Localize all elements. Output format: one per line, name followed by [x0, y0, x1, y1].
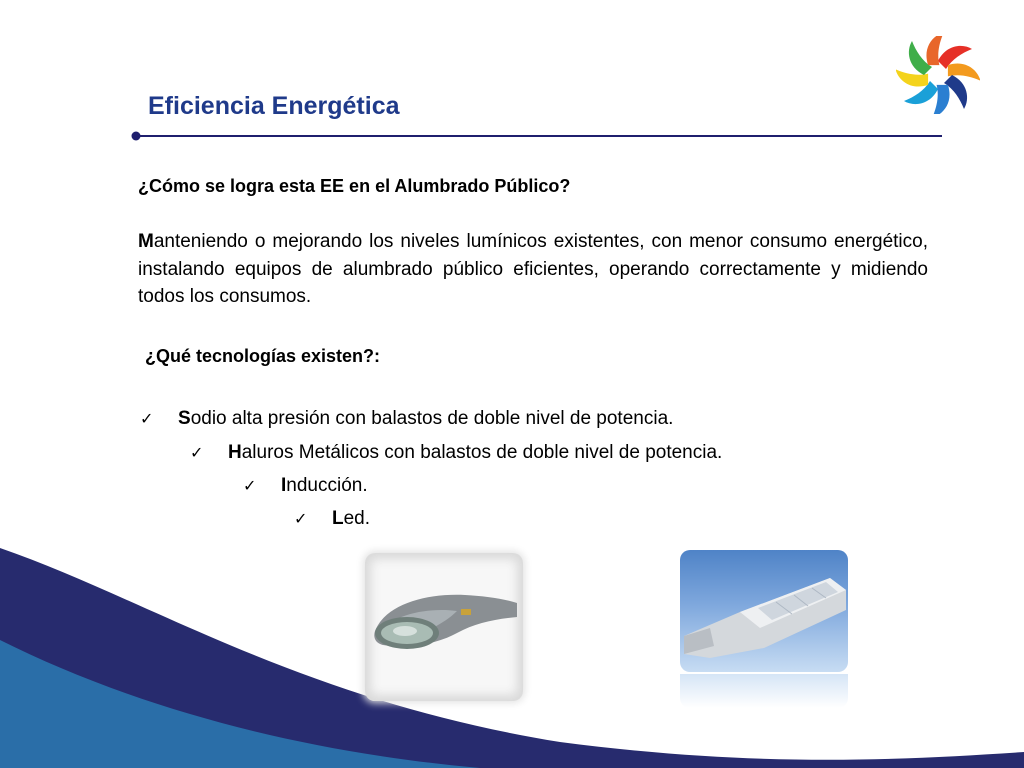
list-item [243, 474, 368, 498]
answer-paragraph [138, 228, 928, 311]
paragraph-initial: M [138, 231, 154, 252]
question-heading-1: ¿Cómo se logra esta EE en el Alumbrado Público? [138, 176, 571, 196]
pinwheel-logo-icon [896, 36, 980, 114]
item-initial: I [281, 475, 287, 496]
checkmark-icon: ✓ [294, 509, 308, 528]
list-item [294, 507, 370, 531]
title-underline [130, 130, 944, 142]
item-text: nducción. [286, 475, 368, 496]
item-initial: S [178, 408, 191, 429]
checkmark-icon: ✓ [190, 443, 204, 462]
paragraph-text: anteniendo o mejorando los niveles lumínicos existentes, con menor consumo energético, instalando equipos de alumbrado público eficientes, operando correctamente y midiendo todos los consumos. [138, 231, 928, 307]
list-item [190, 441, 722, 465]
item-initial: H [228, 442, 242, 463]
checkmark-icon: ✓ [140, 409, 154, 428]
checkmark-icon: ✓ [243, 476, 257, 495]
question-heading-2: ¿Qué tecnologías existen?: [145, 346, 381, 366]
sodium-streetlight-image [365, 553, 523, 701]
item-text: aluros Metálicos con balastos de doble nivel de potencia. [241, 442, 723, 463]
slide-title: Eficiencia Energética [148, 92, 400, 120]
list-item [140, 407, 673, 431]
streetlight-luminaire-icon [365, 553, 523, 701]
led-image-reflection [680, 674, 848, 708]
led-luminaire-icon [680, 550, 848, 672]
item-initial: L [332, 508, 344, 529]
item-text: ed. [343, 508, 371, 529]
item-text: odio alta presión con balastos de doble nivel de potencia. [190, 408, 674, 429]
led-streetlight-image [680, 550, 848, 672]
